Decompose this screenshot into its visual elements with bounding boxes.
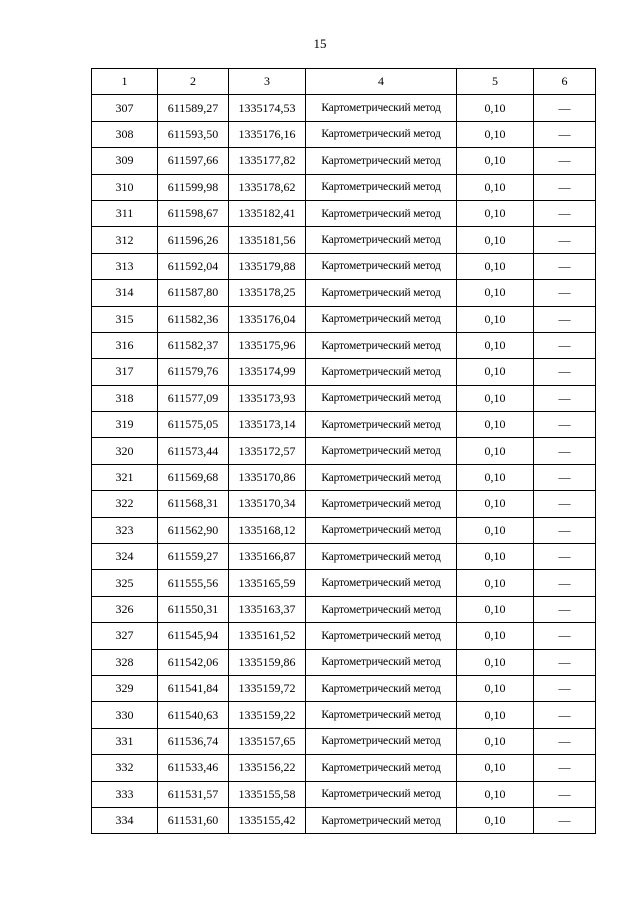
accuracy-cell: 0,10 — [457, 596, 534, 622]
x-coordinate-cell: 611555,56 — [158, 570, 229, 596]
y-coordinate-cell: 1335159,86 — [229, 649, 306, 675]
method-cell: Картометрический метод — [306, 385, 457, 411]
y-coordinate-cell: 1335157,65 — [229, 728, 306, 754]
table-row — [92, 438, 596, 464]
column-header-1: 1 — [92, 69, 158, 95]
method-cell: Картометрический метод — [306, 517, 457, 543]
method-cell: Картометрический метод — [306, 332, 457, 358]
y-coordinate-cell: 1335161,52 — [229, 623, 306, 649]
point-number-cell: 318 — [92, 385, 158, 411]
y-coordinate-cell: 1335156,22 — [229, 755, 306, 781]
point-number-cell: 317 — [92, 359, 158, 385]
accuracy-cell: 0,10 — [457, 385, 534, 411]
table-row — [92, 517, 596, 543]
note-cell: — — [534, 412, 596, 438]
header-row — [92, 69, 596, 95]
x-coordinate-cell: 611596,26 — [158, 227, 229, 253]
table-row — [92, 359, 596, 385]
accuracy-cell: 0,10 — [457, 781, 534, 807]
table-row — [92, 675, 596, 701]
point-number-cell: 319 — [92, 412, 158, 438]
table-body — [92, 95, 596, 834]
y-coordinate-cell: 1335159,22 — [229, 702, 306, 728]
accuracy-cell: 0,10 — [457, 253, 534, 279]
accuracy-cell: 0,10 — [457, 438, 534, 464]
note-cell: — — [534, 253, 596, 279]
point-number-cell: 322 — [92, 491, 158, 517]
x-coordinate-cell: 611582,36 — [158, 306, 229, 332]
table-row — [92, 781, 596, 807]
point-number-cell: 308 — [92, 121, 158, 147]
table-row — [92, 464, 596, 490]
point-number-cell: 320 — [92, 438, 158, 464]
point-number-cell: 325 — [92, 570, 158, 596]
x-coordinate-cell: 611575,05 — [158, 412, 229, 438]
x-coordinate-cell: 611559,27 — [158, 544, 229, 570]
column-header-6: 6 — [534, 69, 596, 95]
table-row — [92, 755, 596, 781]
note-cell: — — [534, 95, 596, 121]
table-row — [92, 306, 596, 332]
y-coordinate-cell: 1335155,42 — [229, 807, 306, 833]
x-coordinate-cell: 611568,31 — [158, 491, 229, 517]
y-coordinate-cell: 1335174,53 — [229, 95, 306, 121]
note-cell: — — [534, 464, 596, 490]
point-number-cell: 321 — [92, 464, 158, 490]
method-cell: Картометрический метод — [306, 438, 457, 464]
table-row — [92, 385, 596, 411]
note-cell: — — [534, 702, 596, 728]
method-cell: Картометрический метод — [306, 464, 457, 490]
note-cell: — — [534, 570, 596, 596]
x-coordinate-cell: 611531,57 — [158, 781, 229, 807]
note-cell: — — [534, 385, 596, 411]
table-row — [92, 702, 596, 728]
point-number-cell: 315 — [92, 306, 158, 332]
method-cell: Картометрический метод — [306, 121, 457, 147]
table-row — [92, 596, 596, 622]
note-cell: — — [534, 755, 596, 781]
method-cell: Картометрический метод — [306, 728, 457, 754]
accuracy-cell: 0,10 — [457, 121, 534, 147]
note-cell: — — [534, 438, 596, 464]
y-coordinate-cell: 1335179,88 — [229, 253, 306, 279]
accuracy-cell: 0,10 — [457, 491, 534, 517]
note-cell: — — [534, 728, 596, 754]
y-coordinate-cell: 1335172,57 — [229, 438, 306, 464]
coordinates-table — [91, 68, 596, 834]
x-coordinate-cell: 611593,50 — [158, 121, 229, 147]
method-cell: Картометрический метод — [306, 148, 457, 174]
table-row — [92, 728, 596, 754]
table-row — [92, 570, 596, 596]
point-number-cell: 309 — [92, 148, 158, 174]
note-cell: — — [534, 200, 596, 226]
method-cell: Картометрический метод — [306, 570, 457, 596]
point-number-cell: 316 — [92, 332, 158, 358]
x-coordinate-cell: 611545,94 — [158, 623, 229, 649]
x-coordinate-cell: 611598,67 — [158, 200, 229, 226]
accuracy-cell: 0,10 — [457, 675, 534, 701]
y-coordinate-cell: 1335170,86 — [229, 464, 306, 490]
point-number-cell: 331 — [92, 728, 158, 754]
y-coordinate-cell: 1335163,37 — [229, 596, 306, 622]
accuracy-cell: 0,10 — [457, 174, 534, 200]
x-coordinate-cell: 611582,37 — [158, 332, 229, 358]
column-header-3: 3 — [229, 69, 306, 95]
method-cell: Картометрический метод — [306, 359, 457, 385]
y-coordinate-cell: 1335174,99 — [229, 359, 306, 385]
method-cell: Картометрический метод — [306, 227, 457, 253]
x-coordinate-cell: 611599,98 — [158, 174, 229, 200]
page-number: 15 — [313, 36, 327, 51]
point-number-cell: 313 — [92, 253, 158, 279]
table-row — [92, 332, 596, 358]
accuracy-cell: 0,10 — [457, 280, 534, 306]
method-cell: Картометрический метод — [306, 807, 457, 833]
x-coordinate-cell: 611541,84 — [158, 675, 229, 701]
accuracy-cell: 0,10 — [457, 623, 534, 649]
y-coordinate-cell: 1335178,62 — [229, 174, 306, 200]
note-cell: — — [534, 359, 596, 385]
point-number-cell: 314 — [92, 280, 158, 306]
point-number-cell: 310 — [92, 174, 158, 200]
x-coordinate-cell: 611592,04 — [158, 253, 229, 279]
note-cell: — — [534, 227, 596, 253]
x-coordinate-cell: 611531,60 — [158, 807, 229, 833]
accuracy-cell: 0,10 — [457, 755, 534, 781]
note-cell: — — [534, 807, 596, 833]
point-number-cell: 332 — [92, 755, 158, 781]
table-row — [92, 174, 596, 200]
point-number-cell: 334 — [92, 807, 158, 833]
accuracy-cell: 0,10 — [457, 95, 534, 121]
method-cell: Картометрический метод — [306, 755, 457, 781]
method-cell: Картометрический метод — [306, 306, 457, 332]
method-cell: Картометрический метод — [306, 596, 457, 622]
note-cell: — — [534, 148, 596, 174]
x-coordinate-cell: 611569,68 — [158, 464, 229, 490]
table-row — [92, 280, 596, 306]
y-coordinate-cell: 1335165,59 — [229, 570, 306, 596]
x-coordinate-cell: 611589,27 — [158, 95, 229, 121]
accuracy-cell: 0,10 — [457, 306, 534, 332]
table-row — [92, 544, 596, 570]
accuracy-cell: 0,10 — [457, 649, 534, 675]
x-coordinate-cell: 611579,76 — [158, 359, 229, 385]
x-coordinate-cell: 611573,44 — [158, 438, 229, 464]
y-coordinate-cell: 1335159,72 — [229, 675, 306, 701]
y-coordinate-cell: 1335170,34 — [229, 491, 306, 517]
table-row — [92, 148, 596, 174]
table-row — [92, 623, 596, 649]
table-row — [92, 412, 596, 438]
method-cell: Картометрический метод — [306, 200, 457, 226]
note-cell: — — [534, 675, 596, 701]
y-coordinate-cell: 1335176,16 — [229, 121, 306, 147]
note-cell: — — [534, 332, 596, 358]
method-cell: Картометрический метод — [306, 702, 457, 728]
accuracy-cell: 0,10 — [457, 517, 534, 543]
accuracy-cell: 0,10 — [457, 359, 534, 385]
x-coordinate-cell: 611562,90 — [158, 517, 229, 543]
y-coordinate-cell: 1335173,14 — [229, 412, 306, 438]
y-coordinate-cell: 1335166,87 — [229, 544, 306, 570]
note-cell: — — [534, 781, 596, 807]
y-coordinate-cell: 1335168,12 — [229, 517, 306, 543]
method-cell: Картометрический метод — [306, 412, 457, 438]
accuracy-cell: 0,10 — [457, 200, 534, 226]
point-number-cell: 327 — [92, 623, 158, 649]
point-number-cell: 312 — [92, 227, 158, 253]
method-cell: Картометрический метод — [306, 623, 457, 649]
accuracy-cell: 0,10 — [457, 570, 534, 596]
table-row — [92, 253, 596, 279]
method-cell: Картометрический метод — [306, 253, 457, 279]
method-cell: Картометрический метод — [306, 649, 457, 675]
note-cell: — — [534, 121, 596, 147]
point-number-cell: 323 — [92, 517, 158, 543]
method-cell: Картометрический метод — [306, 544, 457, 570]
method-cell: Картометрический метод — [306, 174, 457, 200]
table-row — [92, 200, 596, 226]
y-coordinate-cell: 1335182,41 — [229, 200, 306, 226]
method-cell: Картометрический метод — [306, 675, 457, 701]
note-cell: — — [534, 491, 596, 517]
table-row — [92, 491, 596, 517]
accuracy-cell: 0,10 — [457, 148, 534, 174]
y-coordinate-cell: 1335173,93 — [229, 385, 306, 411]
y-coordinate-cell: 1335175,96 — [229, 332, 306, 358]
note-cell: — — [534, 306, 596, 332]
method-cell: Картометрический метод — [306, 95, 457, 121]
point-number-cell: 311 — [92, 200, 158, 226]
point-number-cell: 333 — [92, 781, 158, 807]
note-cell: — — [534, 280, 596, 306]
point-number-cell: 328 — [92, 649, 158, 675]
y-coordinate-cell: 1335177,82 — [229, 148, 306, 174]
y-coordinate-cell: 1335155,58 — [229, 781, 306, 807]
x-coordinate-cell: 611577,09 — [158, 385, 229, 411]
accuracy-cell: 0,10 — [457, 807, 534, 833]
note-cell: — — [534, 596, 596, 622]
note-cell: — — [534, 174, 596, 200]
method-cell: Картометрический метод — [306, 280, 457, 306]
column-header-5: 5 — [457, 69, 534, 95]
x-coordinate-cell: 611550,31 — [158, 596, 229, 622]
point-number-cell: 329 — [92, 675, 158, 701]
table-row — [92, 227, 596, 253]
table-row — [92, 121, 596, 147]
note-cell: — — [534, 517, 596, 543]
y-coordinate-cell: 1335176,04 — [229, 306, 306, 332]
method-cell: Картометрический метод — [306, 491, 457, 517]
point-number-cell: 326 — [92, 596, 158, 622]
table-row — [92, 649, 596, 675]
x-coordinate-cell: 611536,74 — [158, 728, 229, 754]
point-number-cell: 324 — [92, 544, 158, 570]
y-coordinate-cell: 1335181,56 — [229, 227, 306, 253]
accuracy-cell: 0,10 — [457, 227, 534, 253]
accuracy-cell: 0,10 — [457, 728, 534, 754]
note-cell: — — [534, 649, 596, 675]
accuracy-cell: 0,10 — [457, 464, 534, 490]
y-coordinate-cell: 1335178,25 — [229, 280, 306, 306]
x-coordinate-cell: 611597,66 — [158, 148, 229, 174]
method-cell: Картометрический метод — [306, 781, 457, 807]
table-header — [92, 69, 596, 95]
note-cell: — — [534, 623, 596, 649]
note-cell: — — [534, 544, 596, 570]
point-number-cell: 330 — [92, 702, 158, 728]
column-header-4: 4 — [306, 69, 457, 95]
x-coordinate-cell: 611587,80 — [158, 280, 229, 306]
x-coordinate-cell: 611542,06 — [158, 649, 229, 675]
accuracy-cell: 0,10 — [457, 702, 534, 728]
x-coordinate-cell: 611533,46 — [158, 755, 229, 781]
column-header-2: 2 — [158, 69, 229, 95]
point-number-cell: 307 — [92, 95, 158, 121]
accuracy-cell: 0,10 — [457, 332, 534, 358]
table-row — [92, 95, 596, 121]
accuracy-cell: 0,10 — [457, 412, 534, 438]
accuracy-cell: 0,10 — [457, 544, 534, 570]
table-row — [92, 807, 596, 833]
x-coordinate-cell: 611540,63 — [158, 702, 229, 728]
